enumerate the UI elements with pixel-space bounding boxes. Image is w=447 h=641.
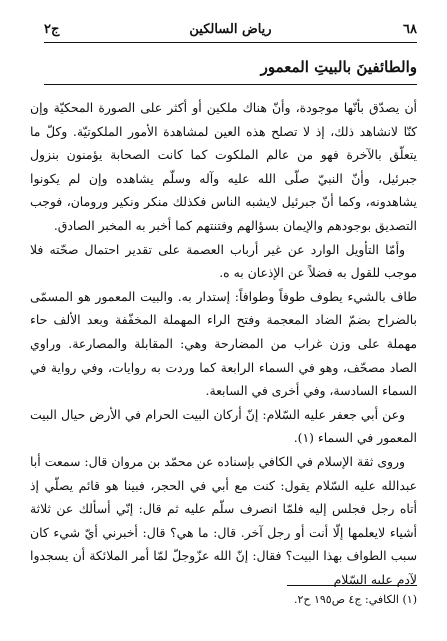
book-title: رياض السالكين — [189, 22, 272, 37]
paragraph: وعن أبي جعفر عليه السّلام: إنّ أركان البيت الحرام في الأرض حيال البيت المعمور في السماء (١). — [30, 406, 417, 446]
running-header — [44, 20, 417, 43]
paragraph: طاف بالشيء يطوف طوفاً وطوافاً: إستدار به. والبيت المعمور هو المسمّى بالضراح بضمّ الضاد المعجمة وفتح الراء المهملة المخفّفة وبعد الألف حاء مهملة على وزن غراب من المضارحة وهي: المقابلة والمصارعة. وراوي الصاد مصحّف، وهو في السماء الرابعة كما وردت به روايات، وفي رواية في السماء السادسة، وفي أخرى في السابعة. — [30, 288, 417, 399]
body-text — [30, 96, 417, 591]
paragraph: وأمّا التأويل الوارد عن غير أرباب العصمة على تقدير احتمال صحّته فلا موجب للقول به فضلاً عن الإذعان به ه. — [30, 241, 417, 281]
paragraph: أن يصدّق بأنّها موجودة، وأنّ هناك ملكين أو أكثر على الصورة المحكيّة وإن كنّا لانشاهد ذلك، إذ لا تصلح هذه العين لمشاهدة الأمور الملكوتيّة. وكلّ ما يتعلّق بالآخرة فهو من عالم الملكوت كما كانت الصحابة يؤمنون بنزول جبرئيل، وأنّ النبيّ صلّى الله عليه وآله وسلّم يشاهده وإن لم يكونوا يشاهدونه، وكما أنّ جبرئيل لايشبه الناس فكذلك منكر ونكير ورومان، فوجب التصديق بوجودهم والإيمان بسؤالهم وفتنتهم كما أخبر به المخبر الصادق. — [30, 100, 417, 233]
section-title: والطائفينَ بالبيتِ المعمور — [260, 58, 417, 76]
page-number: ٦٨ — [403, 22, 417, 37]
footnote: (١) الكافي: ج٤ ص١٩٥ ح٢. — [293, 593, 417, 606]
volume-label: ج٢ — [44, 22, 60, 37]
paragraph: وروى ثقة الإسلام في الكافي بإسناده عن محمّد بن مروان قال: سمعت أبا عبدالله عليه السّلام يقول: كنت مع أبي في الحجر، فبينا هو قائم يصلّي إذ أتاه رجل فجلس إليه فلمّا انصرف سلّم عليه ثم قال: إنّي أسألك عن ثلاثة أشياء لايعلمها إلّا أنت أو رجل آخر. قال: ما هي؟ قال: أخبرني أيّ شيء كان سبب الطواف بهذا البيت؟ فقال: إنّ الله عزّوجلّ لمّا أمر الملائكة أن يسجدوا لآدم عليه السّلام — [30, 453, 417, 587]
footnote-rule — [287, 585, 417, 586]
title-rule — [44, 84, 417, 85]
